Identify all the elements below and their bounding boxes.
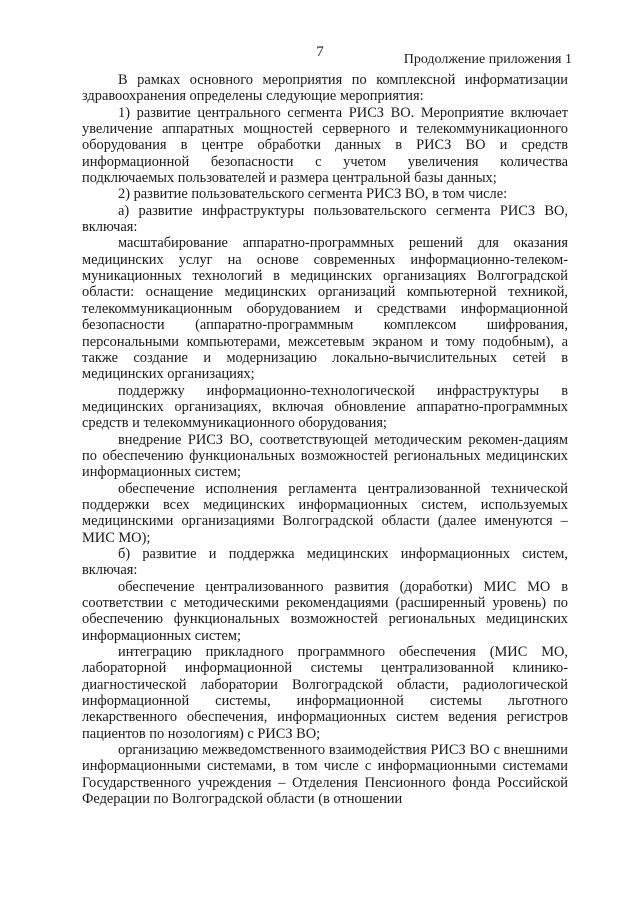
paragraph-intro: В рамках основного мероприятия по комплексной информатизации здравоохранения определены следующие мероприятия: bbox=[82, 72, 568, 105]
paragraph-implementation: внедрение РИСЗ ВО, соответствующей методическим рекомен-дациям по обеспечению функциональных возможностей региональных медицинских информационных систем; bbox=[82, 431, 568, 481]
paragraph-support: поддержку информационно-технологической инфраструктуры в медицинских организациях, включая обновление аппаратно-программных средств и телекоммуникационного оборудования; bbox=[82, 382, 568, 432]
paragraph-item-1: 1) развитие центрального сегмента РИСЗ ВО. Мероприятие включает увеличение аппаратных мощностей серверного и телекоммуникационного оборудования в центре обработки данных в РИСЗ ВО и средств информационной безопасности с учетом увеличения количества подключаемых пользователей и размера центральной базы данных; bbox=[82, 104, 568, 187]
page-number: 7 bbox=[316, 44, 324, 60]
paragraph-item-2: 2) развитие пользовательского сегмента РИСЗ ВО, в том числе: bbox=[118, 186, 508, 203]
paragraph-development: обеспечение централизованного развития (доработки) МИС МО в соответствии с методическими рекомендациями (расширенный уровень) по обеспечению функциональных возможностей региональных медицинских информационных систем; bbox=[82, 578, 568, 644]
document-body bbox=[82, 72, 568, 807]
appendix-continuation-note: Продолжение приложения 1 bbox=[403, 52, 572, 67]
paragraph-item-2a: а) развитие инфраструктуры пользовательского сегмента РИСЗ ВО, включая: bbox=[82, 202, 568, 236]
paragraph-scaling: масштабирование аппаратно-программных решений для оказания медицинских услуг на основе современных информационно-телеком-муникационных технологий в медицинских организациях Волгоградской области: оснащение медицинских организаций компьютерной техникой, телекоммуникационным оборудованием и средствами информационной безопасности (аппаратно-программным комплексом шифрования, персональными компьютерами, межсетевым экраном и тому подобным), а также создание и модернизацию локально-вычислительных сетей в медицинских организациях; bbox=[82, 235, 568, 383]
paragraph-interagency: организацию межведомственного взаимодействия РИСЗ ВО с внешними информационными системами, в том числе с информационными системами Государственного учреждения – Отделения Пенсионного фонда Российской Федерации по Волгоградской области (в отношении bbox=[82, 742, 568, 808]
paragraph-integration: интеграцию прикладного программного обеспечения (МИС МО, лабораторной информационной системы централизованной клинико-диагностической лаборатории Волгоградской области, радиологической информационной системы, информационной системы льготного лекарственного обеспечения, информационных систем ведения регистров пациентов по нозологиям) с РИСЗ ВО; bbox=[82, 644, 568, 742]
paragraph-regulation: обеспечение исполнения регламента централизованной технической поддержки всех медицинских информационных систем, используемых медицинскими организациями Волгоградской области (далее именуются – МИС МО); bbox=[82, 480, 568, 546]
paragraph-item-2b: б) развитие и поддержка медицинских информационных систем, включая: bbox=[82, 545, 568, 579]
